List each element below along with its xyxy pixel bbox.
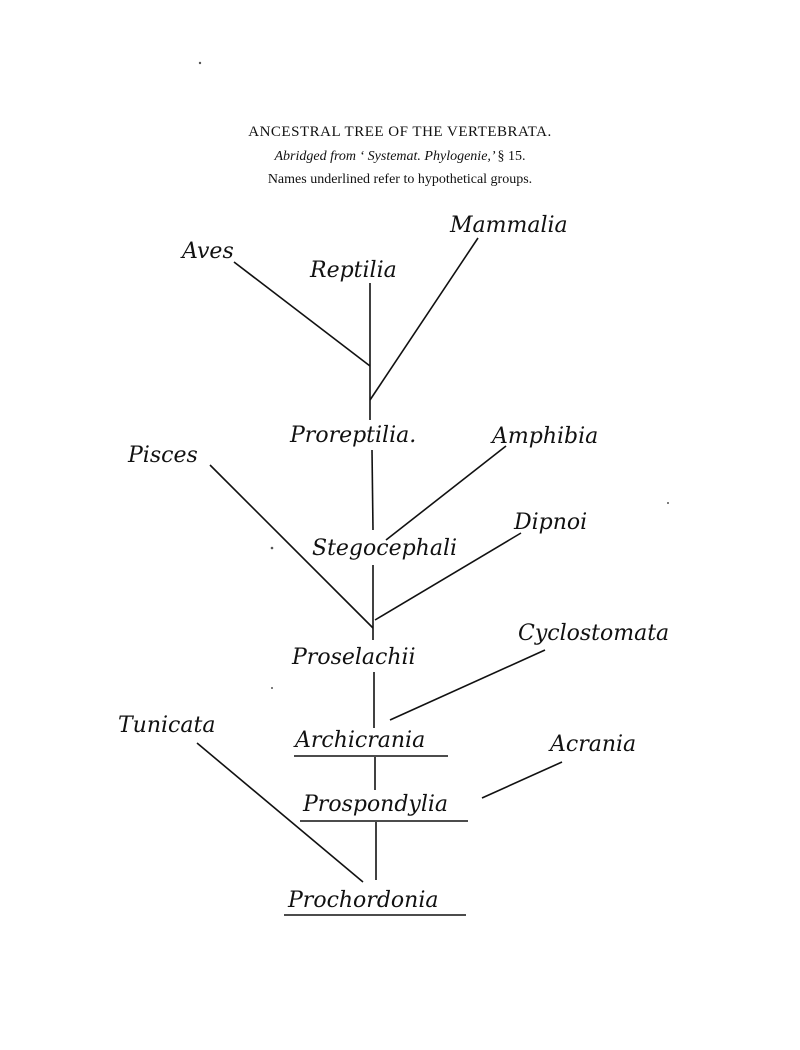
speck xyxy=(199,62,201,64)
edge-amphibia xyxy=(386,446,506,540)
label-aves: Aves xyxy=(182,239,234,264)
speck xyxy=(667,502,669,504)
edge-proreptilia-stegocephali xyxy=(372,450,373,530)
label-mammalia: Mammalia xyxy=(450,213,568,238)
label-stegocephali: Stegocephali xyxy=(312,536,458,561)
diagram-note: Names underlined refer to hypothetical groups. xyxy=(267,172,533,187)
speck xyxy=(271,687,273,689)
label-tunicata: Tunicata xyxy=(118,713,216,738)
label-proselachii: Proselachii xyxy=(292,645,416,670)
label-reptilia: Reptilia xyxy=(310,258,397,283)
label-pisces: Pisces xyxy=(128,443,198,468)
label-prochordonia: Prochordonia xyxy=(288,888,439,913)
label-prospondylia: Prospondylia xyxy=(303,792,449,817)
label-cyclostomata: Cyclostomata xyxy=(518,621,670,646)
label-proreptilia: Proreptilia. xyxy=(290,423,417,448)
label-amphibia: Amphibia xyxy=(492,424,599,449)
subtitle-section: § 15. xyxy=(497,149,526,164)
label-dipnoi: Dipnoi xyxy=(514,510,588,535)
label-acrania: Acrania xyxy=(550,732,637,757)
diagram-title: ANCESTRAL TREE OF THE VERTEBRATA. xyxy=(248,124,552,140)
subtitle-source: Abridged from ‘ Systemat. Phylogenie,’ xyxy=(274,149,495,164)
edge-acrania xyxy=(482,762,562,798)
speck xyxy=(271,547,274,550)
label-archicrania: Archicrania xyxy=(295,728,426,753)
